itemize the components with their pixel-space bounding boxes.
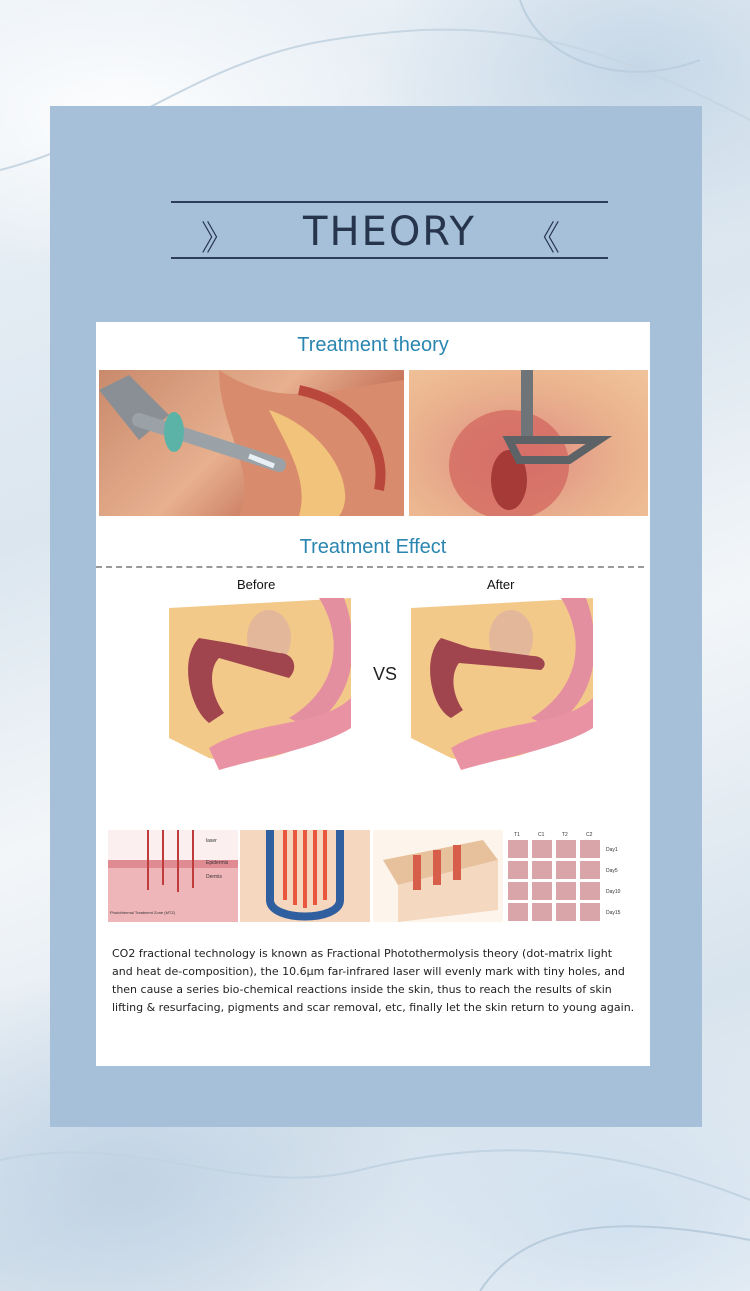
after-label: After [487, 577, 515, 592]
section-divider [96, 566, 644, 568]
row-day5-label: Day5 [606, 868, 618, 874]
after-diagram [411, 598, 593, 770]
treatment-theory-photo-probe [409, 370, 648, 516]
col-t1-label: T1 [514, 832, 520, 838]
page-title: THEORY [303, 209, 476, 255]
vs-label: VS [373, 664, 398, 684]
col-c2-label: C2 [586, 832, 593, 838]
col-t2-label: T2 [562, 832, 568, 838]
healing-progress-grid-thumbnail [506, 830, 636, 922]
epidermis-label: Epidermis [206, 860, 229, 866]
mtz-label: Photothermal Treatment Zone (MTZ) [110, 910, 176, 915]
skin-layers-thumbnail [108, 830, 238, 922]
theory-card [96, 322, 650, 1066]
row-day15-label: Day15 [606, 910, 621, 916]
treatment-theory-heading: Treatment theory [297, 334, 449, 356]
before-label: Before [237, 577, 276, 592]
dermis-label: Dermis [206, 874, 222, 880]
before-diagram [169, 598, 351, 770]
laser-label: laser [206, 838, 217, 844]
col-c1-label: C1 [538, 832, 545, 838]
row-day1-label: Day1 [606, 847, 618, 853]
chevron-left-icon: 《 [526, 219, 560, 259]
laser-beams-thumbnail [240, 830, 370, 922]
theory-description: CO2 fractional technology is known as Fractional Photothermolysis theory (dot-matrix light and heat de-composition), the 10.6μm far-infrared laser will evenly mark with tiny holes, and then cause a series bio-chemical reactions inside the skin, thus to reach the results of skin lifting & resurfacing, pigments and scar removal, etc, finally let the skin return to young again. [112, 947, 635, 1014]
treatment-effect-heading: Treatment Effect [299, 536, 447, 558]
chevron-right-icon: 》 [201, 219, 235, 259]
skin-tissue-thumbnail [373, 830, 503, 922]
row-day10-label: Day10 [606, 889, 621, 895]
title-bar [171, 201, 608, 259]
treatment-theory-photo-handpiece [99, 370, 404, 516]
